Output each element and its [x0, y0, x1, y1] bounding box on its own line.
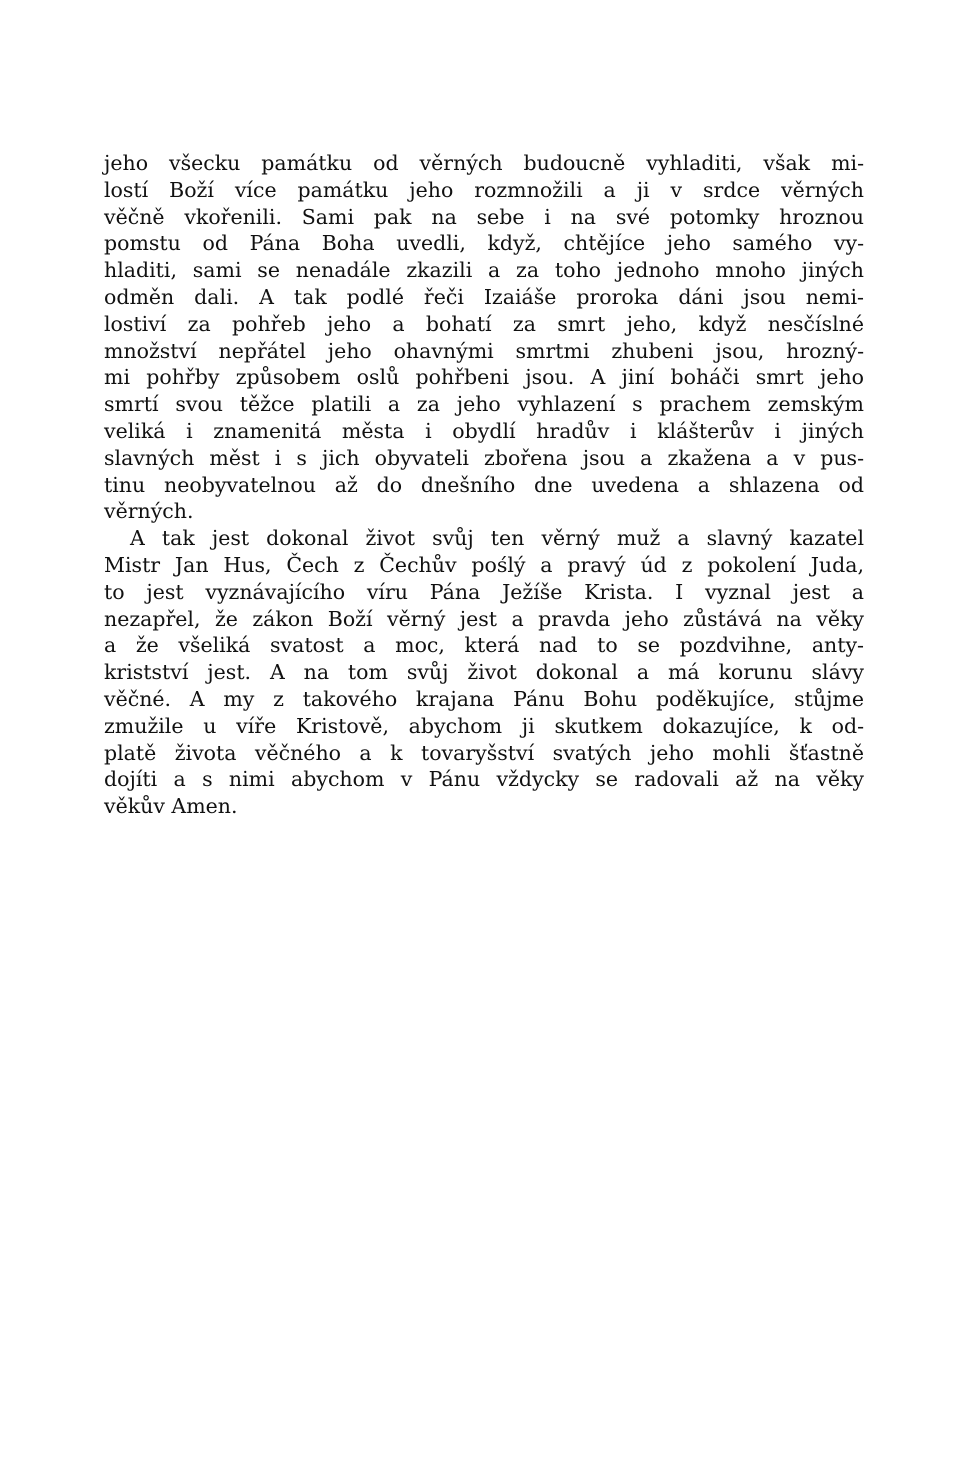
- text-line: nezapřel, že zákon Boží věrný jest a pravda jeho zůstává na věky: [104, 606, 864, 631]
- paragraph-end-line: věkův Amen.: [104, 794, 238, 819]
- text-line: věčně vkořenili. Sami pak na sebe i na své potomky hroznou: [104, 204, 864, 229]
- text-line: smrtí svou těžce platili a za jeho vyhlazení s prachem zemským: [104, 392, 864, 417]
- paragraph-start-line: A tak jest dokonal život svůj ten věrný muž a slavný kazatel: [130, 526, 864, 551]
- text-line: veliká i znamenitá města i obydlí hradův i klášterův i jiných: [104, 418, 864, 443]
- text-line: lostí Boží více památku jeho rozmnožili a ji v srdce věrných: [104, 177, 864, 202]
- text-line: věčné. A my z takového krajana Pánu Bohu poděkujíce, stůjme: [104, 686, 864, 711]
- text-line: kristství jest. A na tom svůj život dokonal a má korunu slávy: [104, 660, 864, 685]
- text-line: odměn dali. A tak podlé řeči Izaiáše proroka dáni jsou nemi-: [104, 284, 864, 309]
- text-line: zmužile u víře Kristově, abychom ji skutkem dokazujíce, k od-: [104, 713, 864, 738]
- paragraph-end-line: věrných.: [104, 499, 194, 524]
- text-line: platě života věčného a k tovaryšství svatých jeho mohli šťastně: [104, 740, 864, 765]
- text-line: dojíti a s nimi abychom v Pánu vždycky se radovali až na věky: [104, 767, 864, 792]
- text-line: Mistr Jan Hus, Čech z Čechův poślý a pravý úd z pokolení Juda,: [104, 552, 864, 577]
- text-line: a že všeliká svatost a moc, která nad to se pozdvihne, anty-: [104, 633, 864, 658]
- text-line: hladiti, sami se nenadále zkazili a za toho jednoho mnoho jiných: [104, 258, 864, 283]
- body-text: [104, 150, 864, 820]
- text-line: pomstu od Pána Boha uvedli, když, chtějíce jeho samého vy-: [104, 231, 864, 256]
- text-line: slavných měst i s jich obyvateli zbořena jsou a zkažena a v pus-: [104, 445, 864, 470]
- text-line: tinu neobyvatelnou až do dnešního dne uvedena a shlazena od: [104, 472, 864, 497]
- text-line: mi pohřby způsobem oslů pohřbeni jsou. A jiní boháči smrt jeho: [104, 365, 864, 390]
- text-line: jeho všecku památku od věrných budoucně vyhladiti, však mi-: [104, 151, 864, 175]
- text-line: lostiví za pohřeb jeho a bohatí za smrt jeho, když nesčíslné: [104, 311, 864, 336]
- text-line: to jest vyznávajícího víru Pána Ježíše Krista. I vyznal jest a: [104, 579, 864, 604]
- text-line: množství nepřátel jeho ohavnými smrtmi zhubeni jsou, hrozný-: [104, 338, 864, 363]
